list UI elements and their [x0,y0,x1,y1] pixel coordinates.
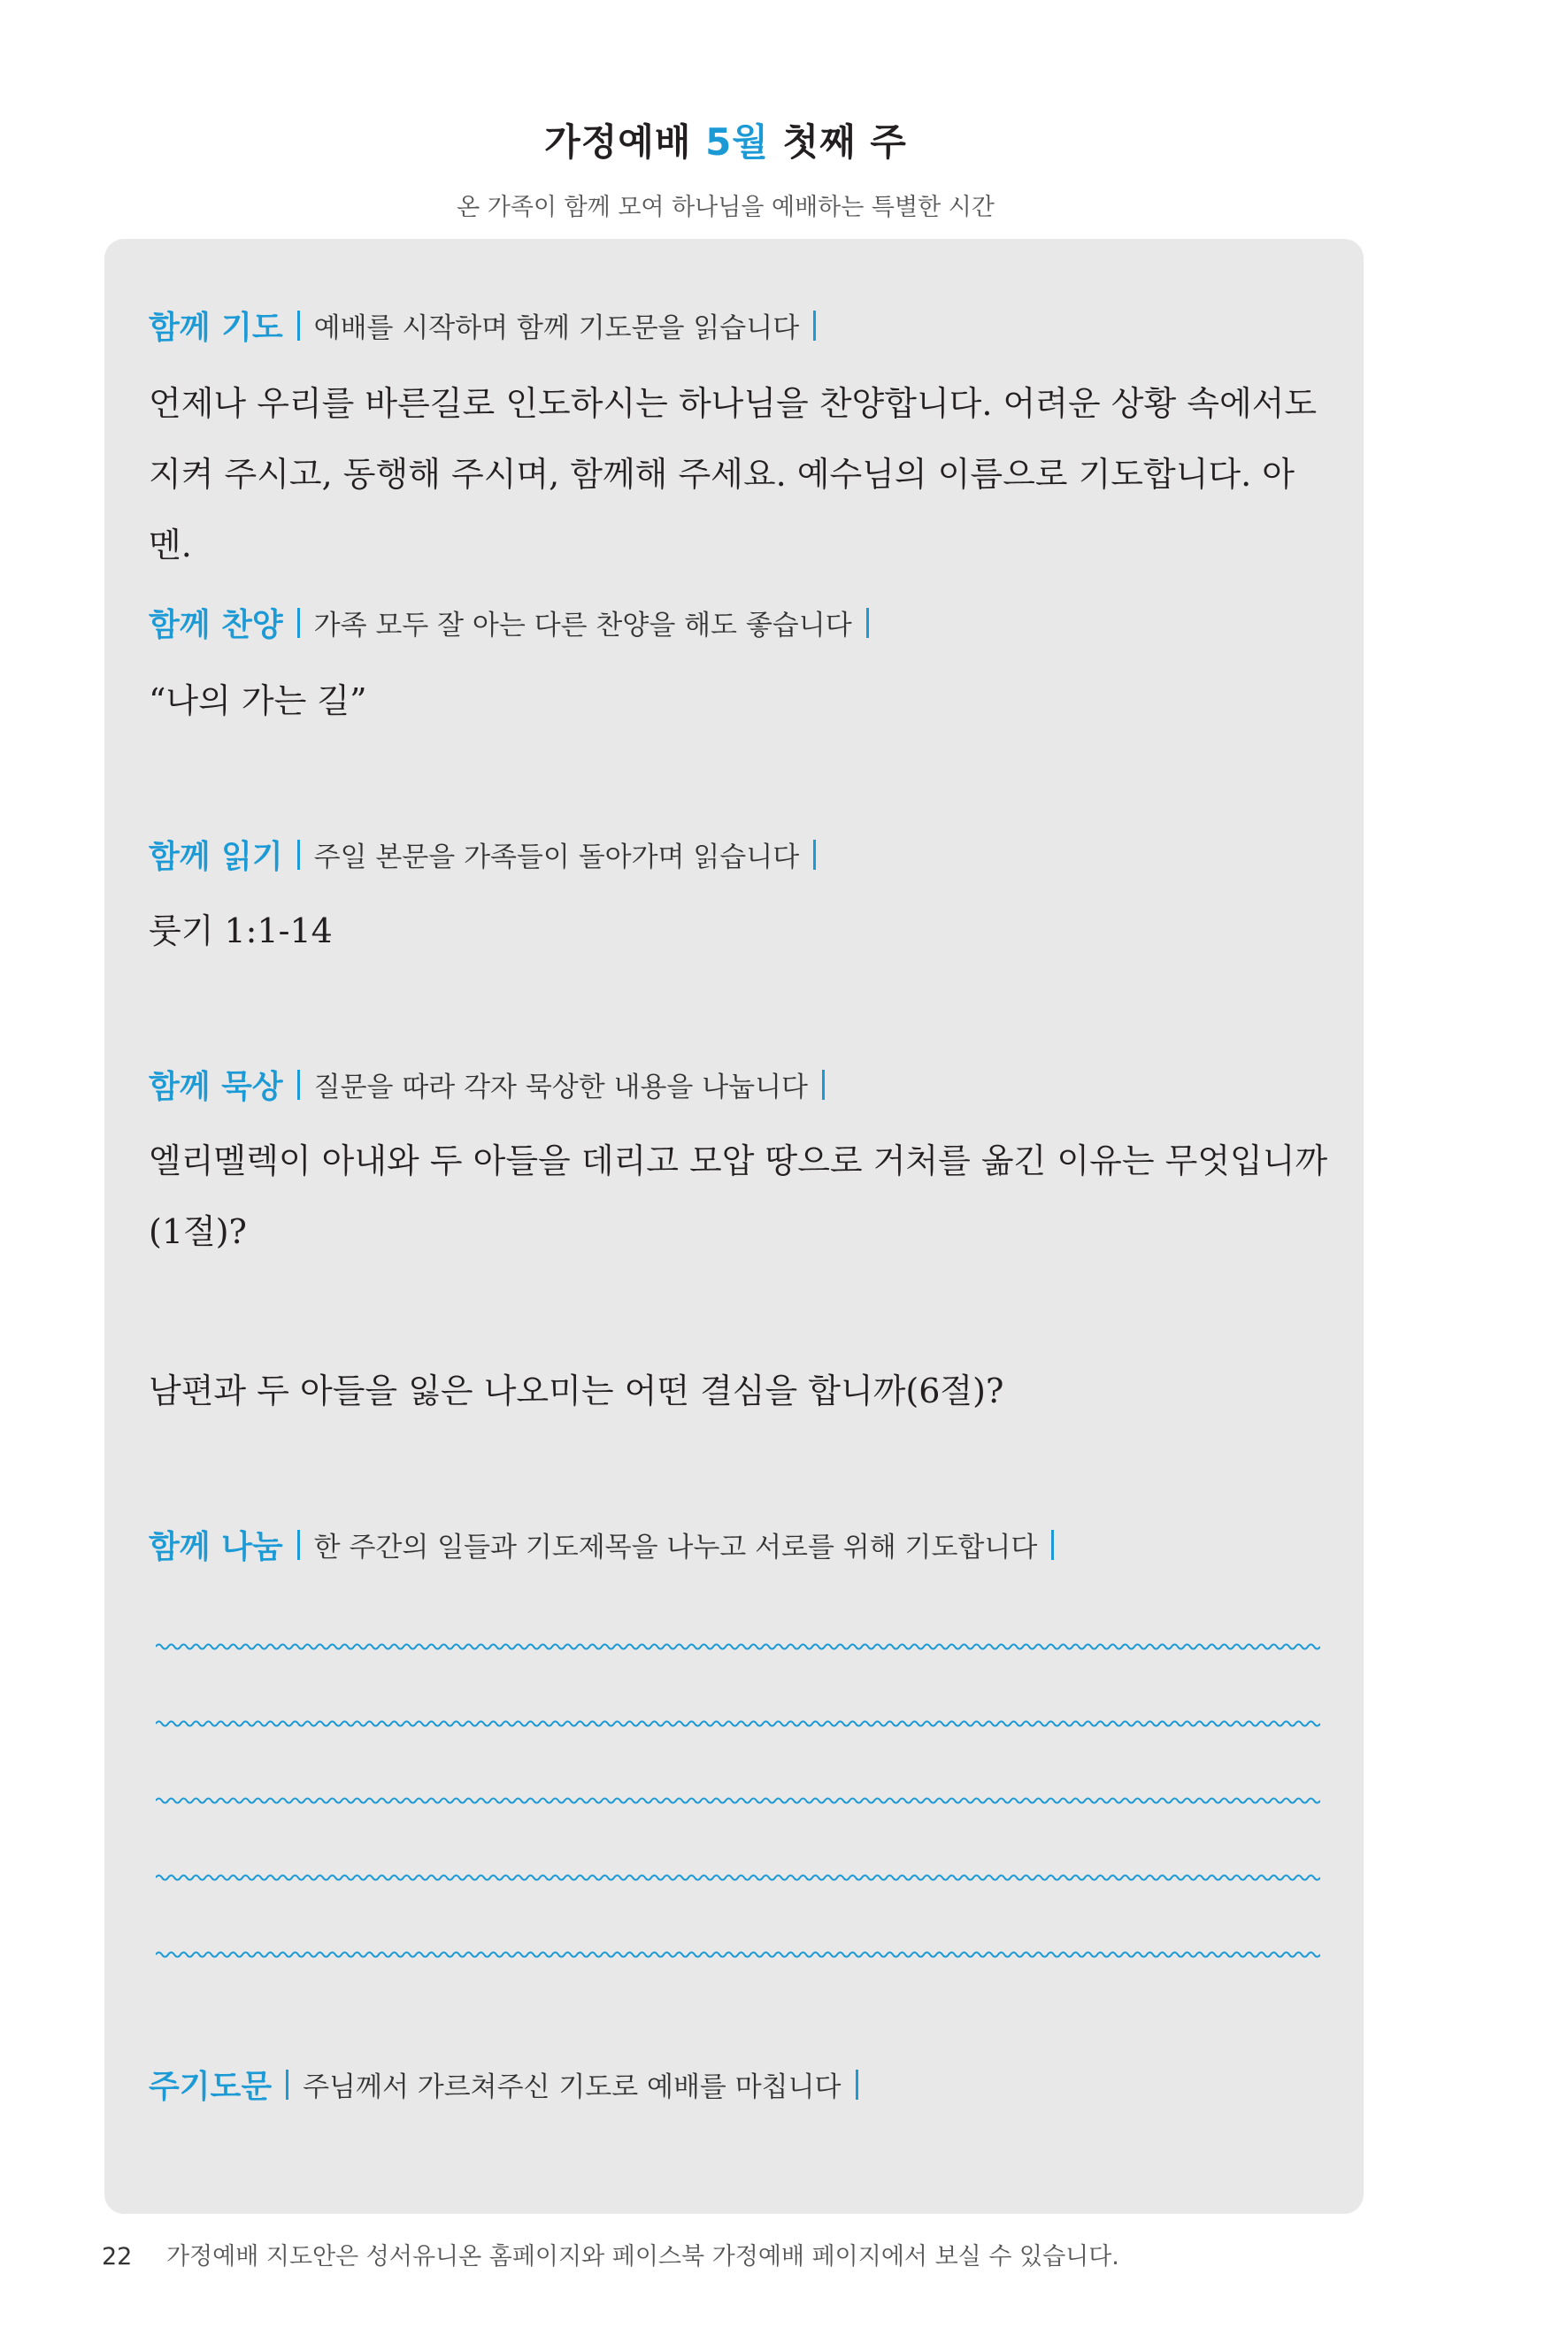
divider-bar [856,2070,858,2100]
divider-bar [297,1070,300,1100]
section-meditation-heading [149,1062,839,1107]
section-label: 함께 찬양 [149,607,283,643]
section-praise-heading [149,600,883,645]
divider-bar [813,311,816,341]
page-number: 22 [102,2243,133,2270]
scripture-reference: 룻기 1:1-14 [149,911,333,950]
divider-bar [297,1530,300,1560]
section-desc: 한 주간의 일들과 기도제목을 나누고 서로를 위해 기도합니다 [313,1532,1038,1563]
divider-bar [822,1070,825,1100]
meditation-question-2: 남편과 두 아들을 잃은 나오미는 어떤 결심을 합니까(6절)? [149,1371,1004,1410]
writing-line-4 [156,1871,1320,1884]
section-reading-heading [149,832,830,877]
section-lords-prayer-heading [149,2062,872,2107]
page-header [0,113,1451,166]
divider-bar [297,840,300,870]
section-label: 함께 읽기 [149,839,283,875]
meditation-question-1: 엘리멜렉이 아내와 두 아들을 데리고 모압 땅으로 거처를 옮긴 이유는 무엇입니까(1절)? [149,1141,1328,1251]
divider-bar [297,608,300,638]
footer-note: 가정예배 지도안은 성서유니온 홈페이지와 페이스북 가정예배 페이지에서 보실 수 있습니다. [165,2243,1119,2270]
divider-bar [297,311,300,341]
section-desc: 주일 본문을 가족들이 돌아가며 읽습니다 [313,841,800,873]
divider-bar [866,608,869,638]
section-label: 주기도문 [149,2069,273,2105]
page-footer [102,2237,1119,2271]
writing-line-1 [156,1640,1320,1653]
section-desc: 예배를 시작하며 함께 기도문을 읽습니다 [313,312,800,344]
divider-bar [286,2070,288,2100]
title-week: 첫째 주 [782,120,907,164]
writing-line-2 [156,1717,1320,1730]
section-sharing-heading [149,1522,1068,1567]
section-prayer-heading [149,303,830,348]
page-title [544,120,907,164]
prayer-text: 언제나 우리를 바른길로 인도하시는 하나님을 찬양합니다. 어려운 상황 속에서도 지켜 주시고, 동행해 주시며, 함께해 주세요. 예수님의 이름으로 기도합니다. 아멘. [149,384,1318,565]
section-label: 함께 나눔 [149,1529,283,1565]
title-text: 가정예배 [544,120,692,164]
section-label: 함께 묵상 [149,1069,283,1105]
section-label: 함께 기도 [149,310,283,346]
page-subtitle: 온 가족이 함께 모여 하나님을 예배하는 특별한 시간 [457,194,995,221]
divider-bar [1051,1530,1054,1560]
writing-line-5 [156,1948,1320,1961]
section-desc: 주님께서 가르쳐주신 기도로 예배를 마칩니다 [303,2071,842,2103]
section-desc: 질문을 따라 각자 묵상한 내용을 나눕니다 [313,1072,808,1103]
praise-song-title: “나의 가는 길” [149,681,367,720]
title-month: 5월 [705,120,769,164]
divider-bar [813,840,816,870]
writing-line-3 [156,1794,1320,1807]
section-desc: 가족 모두 잘 아는 다른 찬양을 해도 좋습니다 [313,610,852,642]
